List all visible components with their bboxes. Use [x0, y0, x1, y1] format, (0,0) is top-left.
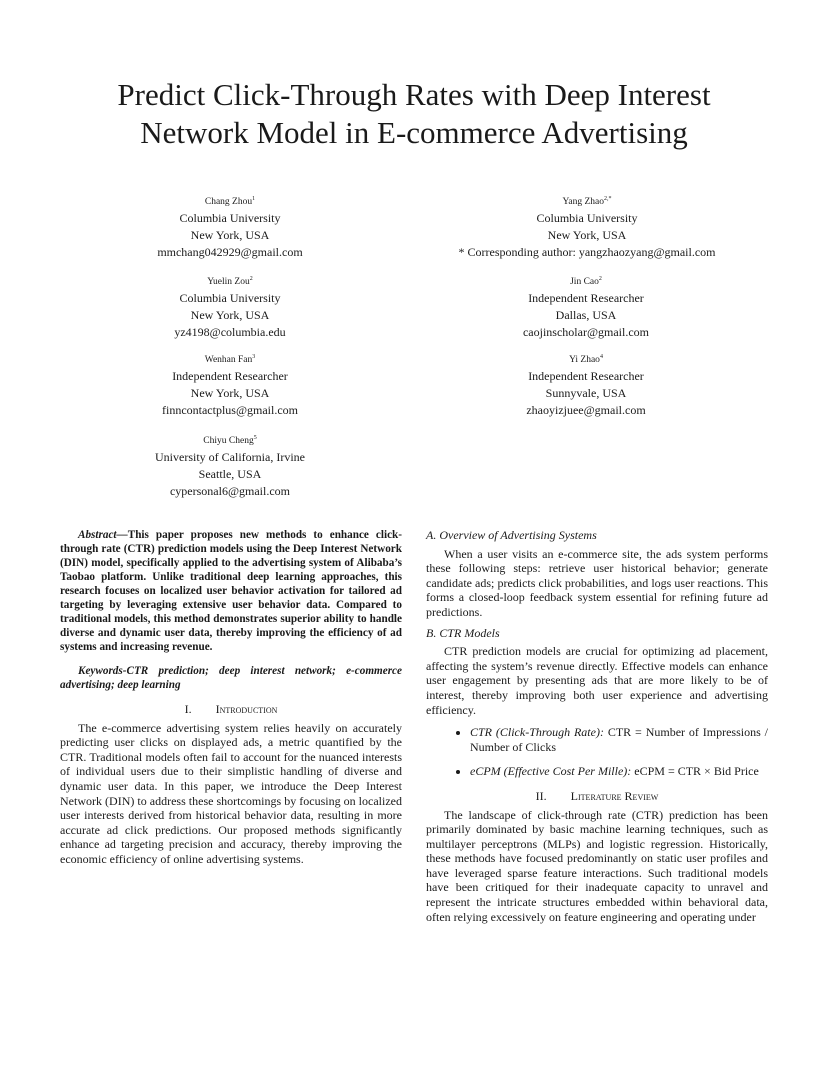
- author-block: [100, 431, 360, 500]
- author-affiliation: Independent Researcher: [528, 369, 644, 384]
- metric-list: [426, 725, 768, 779]
- author-name: Yi Zhao$^4$: [569, 354, 603, 366]
- author-email: * Corresponding author: yangzhaozyang@gmail.com: [458, 245, 716, 260]
- abstract-text: This paper proposes new methods to enhance click-through rate (CTR) prediction models using the Deep Interest Network (DIN) model, specifically applied to the advertising system of Alibaba’s Taobao platform. Unlike traditional deep learning approaches, this research focuses on localized user behavior activation for tailored ad targeting by leveraging extensive user behavior data. Compared to traditional models, this method demonstrates superior ability to handle diverse and dynamic user data, thereby improving the efficiency of ad systems and increasing revenue.: [60, 529, 402, 653]
- author-affiliation: Independent Researcher: [528, 291, 644, 306]
- author-affiliation: Columbia University: [179, 291, 281, 306]
- author-affiliation: Columbia University: [179, 211, 281, 226]
- author-name: Chang Zhou$^1$: [204, 196, 256, 208]
- literature-review-text: The landscape of click-through rate (CTR) prediction has been primarily dominated by basic machine learning techniques, such as multilayer perceptrons (MLPs) and logistic regression. Historically, these methods have focused predominantly on static user profiles and have leveraged sparse feature interactions. Such traditional models have been critiqued for their inadequate capacity to unravel and represent the intricate structures embedded within behavioral data, often relying excessively on feature engineering and operating under: [426, 807, 768, 924]
- section-heading-literature-review: II. Literature Review: [535, 788, 659, 803]
- overview-text: When a user visits an e-commerce site, the ads system performs these following steps: retrieve user historical behavior; generate candidate ads; predicts click probabilities, and logs user reactions. This forms a closed-loop feedback system essential for refining future ad predictions.: [426, 546, 768, 619]
- paper-title: Predict Click-Through Rates with Deep Interest Network Model in E-commerce Advertising: [117, 77, 711, 150]
- author-block: [100, 350, 360, 419]
- author-affiliation: Independent Researcher: [172, 369, 288, 384]
- author-block: [456, 350, 716, 419]
- author-affiliation: University of California, Irvine: [155, 450, 305, 465]
- author-location: New York, USA: [190, 308, 270, 323]
- author-block: [456, 192, 718, 261]
- list-item: • CTR (Click-Through Rate): CTR = Number of Impressions / Number of Clicks: [470, 725, 768, 754]
- author-location: New York, USA: [190, 386, 270, 401]
- author-email: mmchang042929@gmail.com: [157, 245, 303, 260]
- author-name: Chiyu Cheng$^5$: [203, 435, 257, 447]
- ctr-models-text: CTR prediction models are crucial for optimizing ad placement, affecting the system’s revenue directly. Effective models can enhance user engagement by presenting ads that are more likely to be of interest, thereby improving both user experience and advertising efficiency.: [426, 644, 768, 717]
- abstract-label: Abstract—: [78, 529, 128, 541]
- author-location: New York, USA: [547, 228, 627, 243]
- abstract: [60, 528, 402, 654]
- subsection-heading-ctr-models: B. CTR Models: [426, 625, 500, 640]
- subsection-heading-overview: A. Overview of Advertising Systems: [426, 528, 597, 542]
- author-name: Yuelin Zou$^2$: [207, 276, 253, 288]
- author-location: Seattle, USA: [198, 467, 262, 482]
- section-heading-introduction: I. Introduction: [184, 702, 278, 716]
- author-email: zhaoyizjuee@gmail.com: [526, 403, 646, 418]
- right-column: [426, 528, 768, 924]
- author-email: yz4198@columbia.edu: [174, 325, 286, 340]
- author-block: [456, 272, 716, 341]
- author-name: Yang Zhao$^{2,*}$: [562, 196, 612, 208]
- author-email: finncontactplus@gmail.com: [161, 403, 299, 418]
- author-name: Wenhan Fan$^3$: [204, 354, 256, 366]
- author-block: [100, 272, 360, 341]
- keywords: Keywords-CTR prediction; deep interest network; e-commerce advertising; deep learning: [60, 665, 402, 691]
- list-item: • eCPM (Effective Cost Per Mille): eCPM = CTR × Bid Price: [470, 764, 768, 779]
- author-email: cypersonal6@gmail.com: [169, 484, 291, 499]
- author-location: New York, USA: [190, 228, 270, 243]
- left-column: [60, 528, 402, 867]
- author-block: [100, 192, 360, 261]
- author-location: Sunnyvale, USA: [545, 386, 627, 401]
- introduction-text: The e-commerce advertising system relies heavily on accurately predicting user clicks on displayed ads, a metric quantified by the CTR. Traditional models often fail to account for the nuanced interests of individual users due to their simplistic handling of diverse and dynamic user data. In this paper, we introduce the Deep Interest Network (DIN) to address these shortcomings by focusing on localized user interests derived from historical behavior data, resulting in more accurate ad click predictions. Our proposed methods significantly enhance ad targeting precision and accuracy, thereby improving the economic efficiency of online advertising systems.: [60, 720, 402, 866]
- author-name: Jin Cao$^2$: [570, 276, 602, 288]
- author-affiliation: Columbia University: [536, 211, 638, 226]
- author-location: Dallas, USA: [555, 308, 617, 323]
- author-email: caojinscholar@gmail.com: [522, 325, 649, 340]
